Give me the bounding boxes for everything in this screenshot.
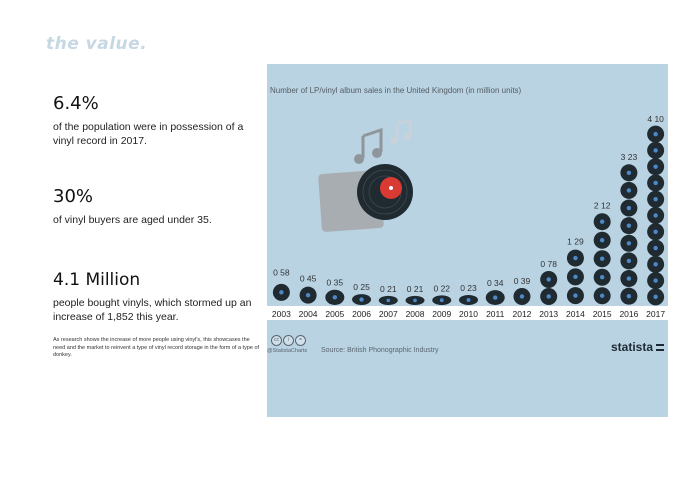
bar-value-label: 4 10 (647, 114, 664, 124)
source-text: Source: British Phonographic Industry (321, 347, 439, 354)
bar-disc-center (600, 294, 604, 298)
x-tick-label: 2013 (539, 309, 559, 319)
research-note: As research shows the increase of more people using vinyl's, this showcases the need and the market to reinvent a type of vinyl record storage in the form of a type of donkey. (53, 337, 260, 358)
bar-disc-center (359, 297, 363, 301)
music-note-head (354, 154, 364, 164)
bar-disc-center (627, 188, 631, 192)
bar-disc-center (653, 164, 657, 168)
bar-value-label: 0 45 (299, 273, 317, 284)
bar-disc-center (653, 246, 657, 250)
chart-svg (267, 64, 668, 417)
logo-mark-icon (656, 344, 664, 351)
x-tick-label: 2007 (378, 309, 398, 319)
bar-disc-center (653, 181, 657, 185)
bar-disc-center (547, 277, 551, 281)
bar-disc-center (573, 256, 577, 260)
bar-value-label: 0 23 (460, 282, 477, 293)
stat-buyers (53, 270, 263, 324)
bar-disc-center (306, 293, 310, 297)
chart-title: Number of LP/vinyl album sales in the United Kingdom (in million units) (270, 86, 522, 95)
stat-description: people bought vinyls, which stormed up an increase of 1,852 this year. (53, 297, 252, 323)
bar-value-label: 0 78 (540, 258, 557, 269)
bar-disc-center (440, 298, 444, 302)
bar-disc-center (600, 275, 604, 279)
attribution-icon: i (283, 335, 294, 346)
bar-disc-center (627, 171, 631, 175)
music-note-head (391, 138, 398, 145)
stat-value: 6.4% (53, 93, 99, 114)
stat-value: 30% (53, 186, 94, 207)
bar-disc-center (653, 295, 657, 299)
music-note-head (404, 134, 411, 141)
stat-description: of vinyl buyers are aged under 35. (53, 214, 212, 226)
stat-age (53, 186, 263, 227)
x-tick-label: 2004 (298, 309, 318, 319)
logo-text: statista (611, 340, 654, 354)
stat-description: of the population were in possession of a vinyl record in 2017. (53, 121, 244, 147)
bar-disc-center (627, 294, 631, 298)
bar-value-label: 0 21 (406, 283, 424, 294)
bar-disc-center (573, 275, 577, 279)
bar-disc-center (279, 290, 283, 294)
bar-disc-center (627, 223, 631, 227)
bar-disc-center (653, 213, 657, 217)
bar-value-label: 0 35 (326, 277, 344, 288)
bar-disc-center (653, 197, 657, 201)
bar-value-label: 3 23 (620, 151, 638, 162)
bar-value-label: 0 21 (380, 283, 397, 294)
bar-value-label: 0 58 (273, 267, 290, 278)
bar-disc-center (493, 295, 497, 299)
bar-disc-center (333, 295, 337, 299)
bar-disc-center (547, 294, 551, 298)
bar-disc-center (386, 299, 390, 303)
x-tick-label: 2015 (592, 309, 612, 319)
bar-value-label: 0 39 (513, 275, 531, 286)
bar-disc-center (466, 298, 470, 302)
bar-disc-center (627, 259, 631, 263)
x-tick-label: 2005 (325, 309, 345, 319)
bar-disc-center (653, 132, 657, 136)
x-tick-label: 2012 (512, 309, 532, 319)
vinyl-hole (389, 186, 393, 190)
bar-disc-center (627, 276, 631, 280)
music-note-head (372, 148, 382, 158)
bar-disc-center (627, 241, 631, 245)
section-heading: the value. (46, 34, 148, 54)
x-tick-label: 2014 (565, 309, 585, 319)
x-tick-label: 2011 (486, 309, 505, 319)
bar-value-label: 0 25 (353, 282, 370, 293)
bar-disc-center (413, 299, 417, 303)
x-tick-label: 2016 (619, 309, 639, 319)
chart-panel (267, 64, 668, 417)
statista-logo (611, 340, 664, 354)
bar-value-label: 2 12 (593, 200, 611, 211)
bar-disc-center (653, 262, 657, 266)
bar-disc-center (600, 257, 604, 261)
cc-license-icon: cc (271, 335, 282, 346)
bar-value-label: 1 29 (567, 236, 584, 247)
stat-population (53, 93, 263, 148)
bar-disc-center (653, 148, 657, 152)
bar-disc-center (627, 206, 631, 210)
bar-disc-center (653, 230, 657, 234)
no-derivatives-icon: = (295, 335, 306, 346)
x-tick-label: 2017 (646, 309, 666, 319)
stat-value: 4.1 Million (53, 270, 141, 290)
bar-disc-center (520, 294, 524, 298)
x-tick-label: 2010 (459, 309, 478, 319)
x-tick-label: 2006 (352, 309, 372, 319)
bar-disc-center (600, 219, 604, 223)
bar-disc-center (573, 293, 577, 297)
twitter-handle: @StatistaCharts (267, 348, 308, 354)
x-tick-label: 2009 (432, 309, 452, 319)
x-tick-label: 2003 (271, 309, 291, 319)
bar-value-label: 0 34 (486, 278, 504, 289)
bar-value-label: 0 22 (433, 283, 451, 294)
x-tick-label: 2008 (405, 309, 425, 319)
bar-disc-center (600, 238, 604, 242)
bar-disc-center (653, 278, 657, 282)
